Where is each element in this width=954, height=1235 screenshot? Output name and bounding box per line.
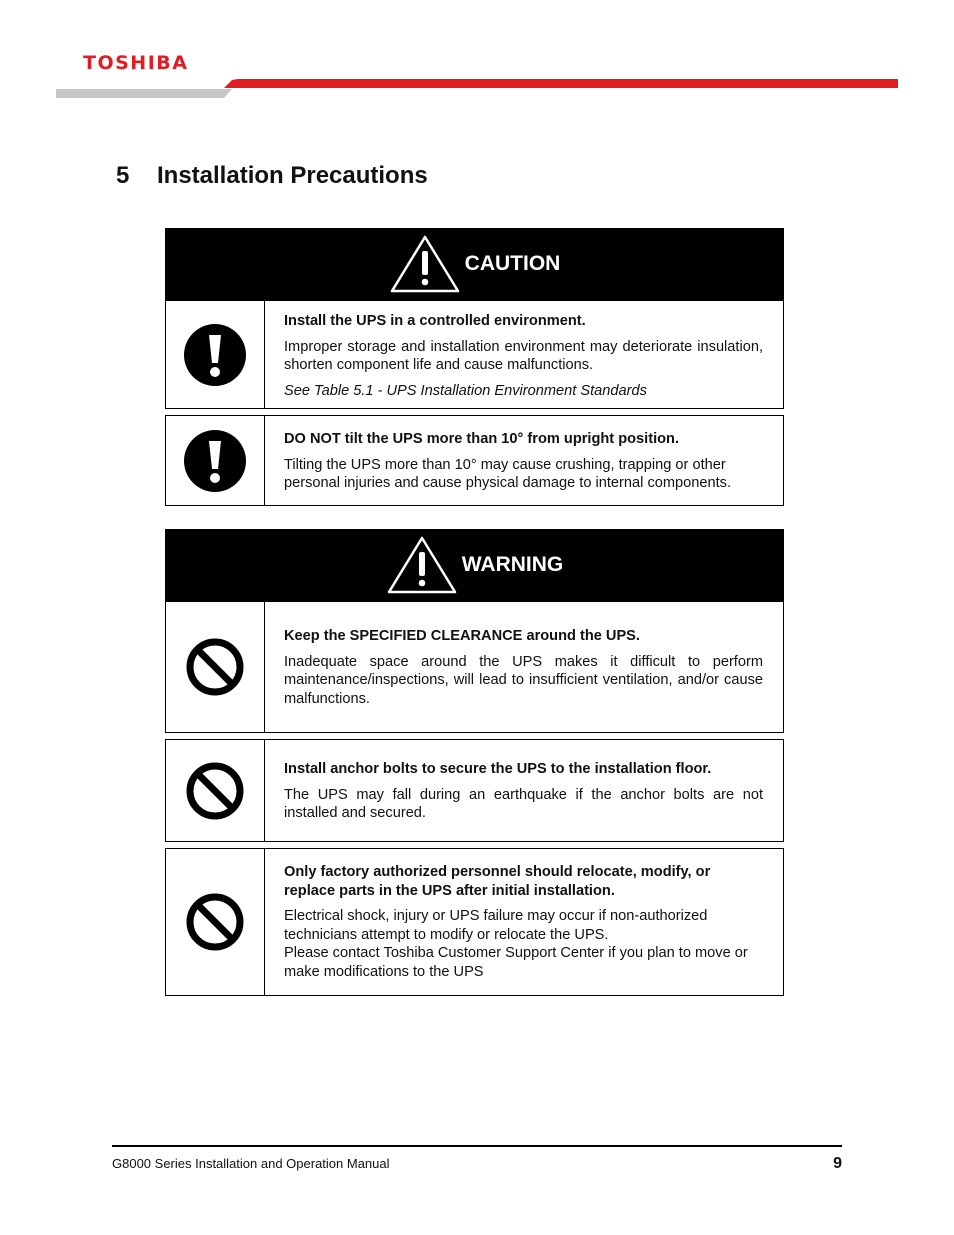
icon-cell <box>166 740 265 841</box>
icon-cell <box>166 301 265 408</box>
warning-heading: Only factory authorized personnel should relocate, modify, or replace parts in the UPS after initial installation. <box>284 864 711 899</box>
caution-body: Improper storage and installation environment may deteriorate insulation, shorten component life and cause malfunctions. <box>284 338 763 373</box>
footer-rule <box>112 1145 842 1147</box>
header-bars <box>0 0 954 100</box>
icon-cell <box>166 602 265 732</box>
caution-triangle-icon <box>389 234 461 294</box>
warning-item-anchor-bolts <box>165 739 784 842</box>
prohibition-icon <box>185 637 245 697</box>
table-reference: See Table 5.1 - UPS Installation Environment Standards <box>284 382 647 399</box>
footer-manual-title: G8000 Series Installation and Operation Manual <box>112 1156 390 1171</box>
caution-item-environment <box>165 300 784 409</box>
caution-heading: DO NOT tilt the UPS more than 10° from upright position. <box>284 431 680 447</box>
warning-triangle-icon <box>386 535 458 595</box>
caution-text <box>265 416 783 505</box>
section-number: 5 <box>116 162 130 189</box>
warning-heading: Keep the SPECIFIED CLEARANCE around the UPS. <box>284 628 640 644</box>
caution-item-tilt <box>165 415 784 506</box>
section-title <box>116 162 428 190</box>
icon-cell <box>166 849 265 995</box>
warning-item-authorized-personnel <box>165 848 784 996</box>
mandatory-exclamation-icon <box>183 323 247 387</box>
caution-banner <box>165 228 784 300</box>
warning-text <box>265 602 783 732</box>
caution-body: Tilting the UPS more than 10° may cause crushing, trapping or other personal injuries and cause physical damage to internal components. <box>284 456 731 491</box>
section-title-text: Installation Precautions <box>157 162 428 189</box>
prohibition-icon <box>185 761 245 821</box>
warning-item-clearance <box>165 601 784 733</box>
caution-label: CAUTION <box>464 252 561 275</box>
warning-body: Electrical shock, injury or UPS failure may occur if non-authorized technicians attempt to modify or relocate the UPS. <box>284 908 708 943</box>
caution-text <box>265 301 783 408</box>
warning-body: The UPS may fall during an earthquake if the anchor bolts are not installed and secured. <box>284 786 763 821</box>
caution-heading: Install the UPS in a controlled environment. <box>284 313 586 329</box>
icon-cell <box>166 416 265 505</box>
toshiba-logo: TOSHIBA <box>83 52 189 74</box>
warning-body: Inadequate space around the UPS makes it difficult to perform maintenance/inspections, will lead to insufficient ventilation, and/or cause malfunctions. <box>284 653 763 707</box>
warning-label: WARNING <box>461 553 564 576</box>
warning-text <box>265 740 783 841</box>
warning-text <box>265 849 783 995</box>
page-number: 9 <box>833 1155 842 1172</box>
warning-body-contact: Please contact Toshiba Customer Support Center if you plan to move or make modifications to the UPS <box>284 945 748 980</box>
prohibition-icon <box>185 892 245 952</box>
warning-banner <box>165 529 784 601</box>
mandatory-exclamation-icon <box>183 429 247 493</box>
warning-heading: Install anchor bolts to secure the UPS to the installation floor. <box>284 761 712 777</box>
